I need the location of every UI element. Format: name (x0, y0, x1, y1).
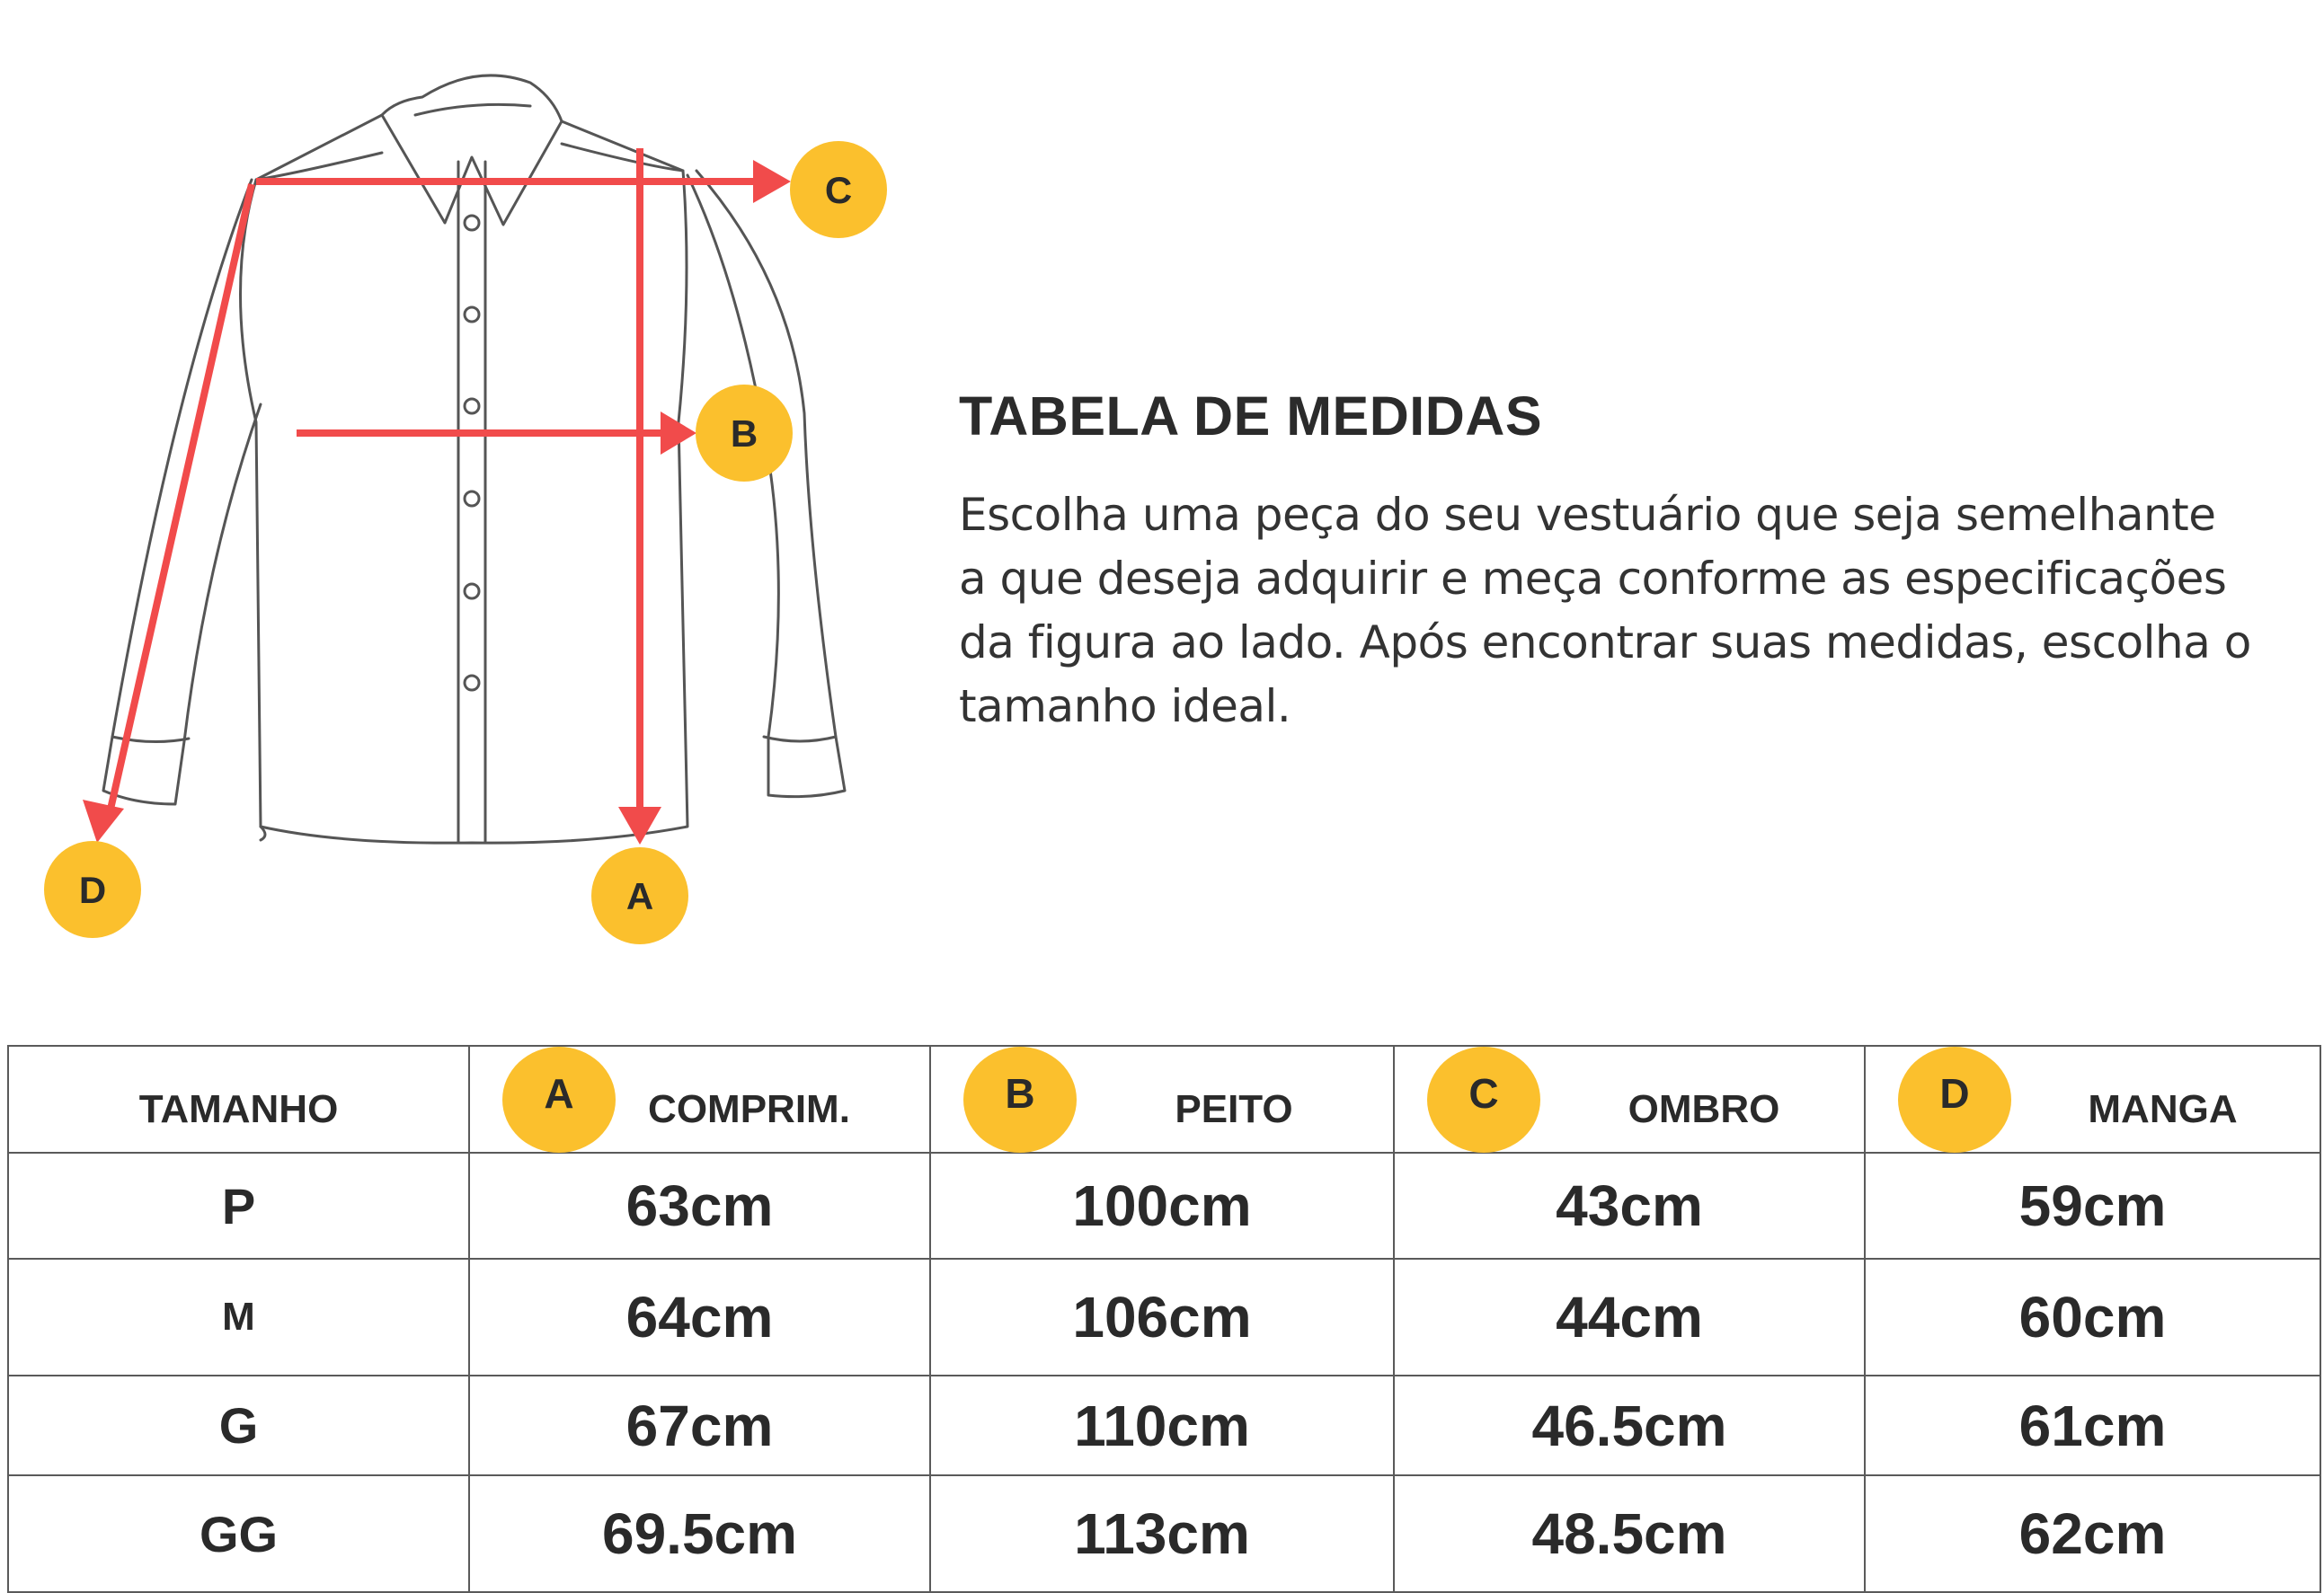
shoulder-cell: 48.5cm (1394, 1475, 1865, 1592)
badge-c-label: C (824, 169, 853, 211)
sleeve-cell: 59cm (1865, 1153, 2320, 1259)
sleeve-cell: 60cm (1865, 1259, 2320, 1376)
length-cell: 64cm (469, 1259, 930, 1376)
sleeve-cell: 62cm (1865, 1475, 2320, 1592)
length-cell: 63cm (469, 1153, 930, 1259)
instructions-text: Escolha uma peça do seu vestuário que seja semelhante a que deseja adquirir e meça conforme as especificações da figura ao lado. Após encontrar suas medidas, escolha o tamanho ideal. (959, 489, 2251, 732)
length-cell: 69.5cm (469, 1475, 930, 1592)
shoulder-cell: 44cm (1394, 1259, 1865, 1376)
chest-cell: 106cm (930, 1259, 1394, 1376)
chest-cell: 100cm (930, 1153, 1394, 1259)
table-row (8, 1475, 2320, 1592)
shirt-measurement-diagram (0, 0, 899, 970)
badge-b-label: B (730, 412, 758, 455)
header-badge-d: D (1898, 1047, 2011, 1153)
chest-cell: 113cm (930, 1475, 1394, 1592)
arrow-a-head (618, 807, 661, 845)
length-cell: 67cm (469, 1376, 930, 1475)
badge-d-label: D (78, 869, 107, 911)
header-sleeve: D MANGA (1865, 1046, 2320, 1153)
table-header-row (8, 1046, 2320, 1153)
shoulder-cell: 46.5cm (1394, 1376, 1865, 1475)
shoulder-cell: 43cm (1394, 1153, 1865, 1259)
header-badge-a: A (502, 1047, 616, 1153)
header-length: A COMPRIM. (469, 1046, 930, 1153)
size-cell: P (8, 1153, 469, 1259)
header-badge-c: C (1427, 1047, 1540, 1153)
arrow-d-head (83, 800, 124, 843)
table-row (8, 1259, 2320, 1376)
table-row (8, 1153, 2320, 1259)
size-cell: M (8, 1259, 469, 1376)
size-cell: GG (8, 1475, 469, 1592)
badge-a-label: A (625, 875, 654, 917)
header-shoulder: C OMBRO (1394, 1046, 1865, 1153)
sleeve-cell: 61cm (1865, 1376, 2320, 1475)
table-row (8, 1376, 2320, 1475)
page-title: TABELA DE MEDIDAS (959, 385, 1542, 447)
header-size: TAMANHO (8, 1046, 469, 1153)
size-cell: G (8, 1376, 469, 1475)
arrow-c-head (753, 160, 791, 203)
header-chest: B PEITO (930, 1046, 1394, 1153)
header-badge-b: B (963, 1047, 1077, 1153)
size-table (7, 1045, 2321, 1593)
chest-cell: 110cm (930, 1376, 1394, 1475)
